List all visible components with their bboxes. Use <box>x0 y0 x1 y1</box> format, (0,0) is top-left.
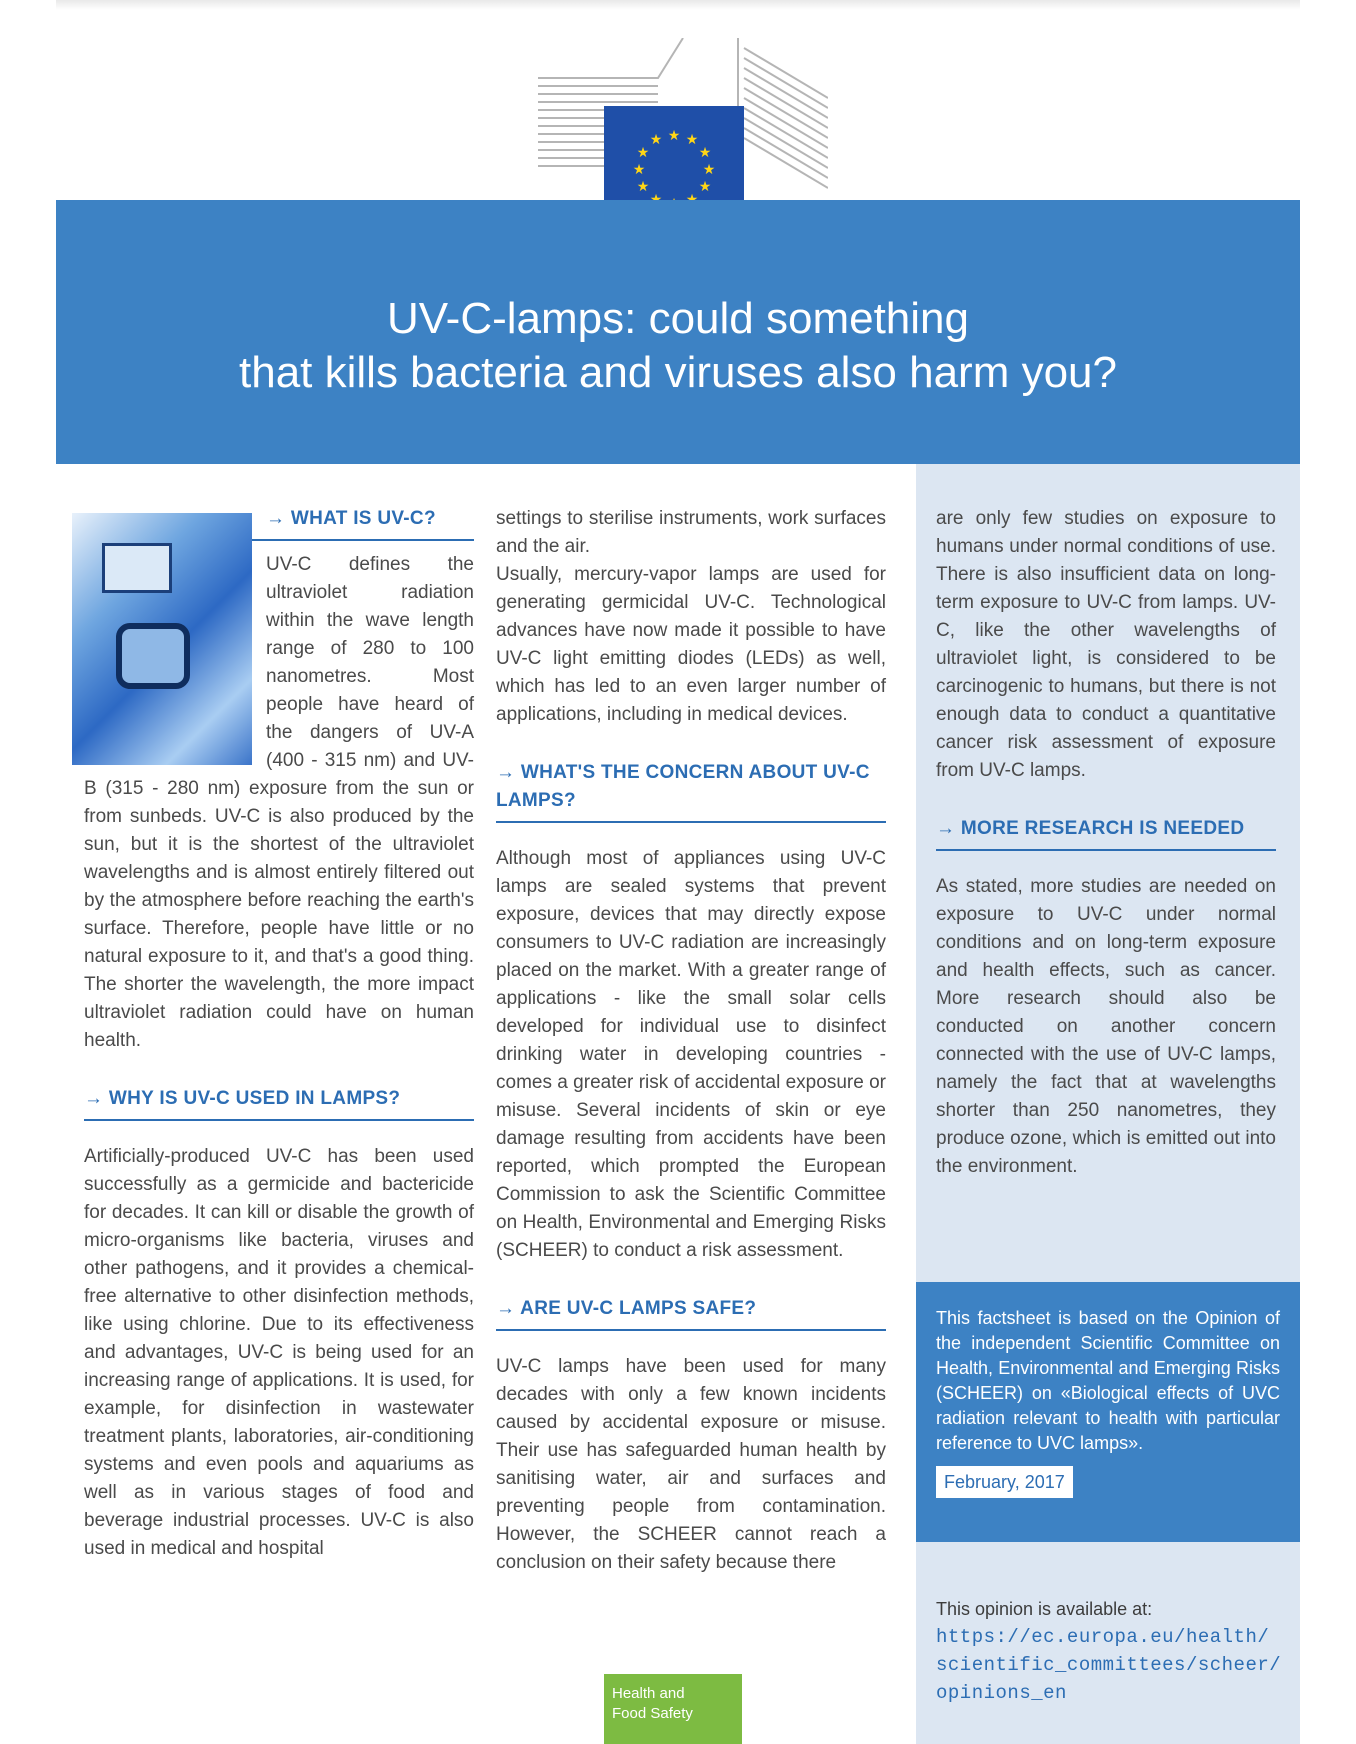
svg-text:★: ★ <box>685 132 699 148</box>
availability-info <box>936 1595 1282 1707</box>
heading-are-lamps-safe: → ARE UV-C LAMPS SAFE? <box>496 1295 886 1331</box>
page-top-shadow <box>56 0 1300 10</box>
lamp-fixture-shape <box>102 543 172 593</box>
svg-text:★: ★ <box>698 179 712 195</box>
heading-concern-about-lamps: → WHAT'S THE CONCERN ABOUT UV-C LAMPS? <box>496 759 886 823</box>
paragraph-are-lamps-safe: UV-C lamps have been used for many decades with only a few known incidents caused by accidental exposure or misuse. Their use has safeguarded human health by sanitising water, air and surfaces and preventing people from contamination. However, the SCHEER cannot reach a conclusion on their safety because there <box>496 1356 886 1573</box>
column-2 <box>496 505 886 1577</box>
opinion-link-line-3[interactable]: opinions_en <box>936 1682 1067 1704</box>
factsheet-page <box>56 0 1300 1744</box>
svg-text:★: ★ <box>636 179 650 195</box>
svg-text:★: ★ <box>702 162 716 178</box>
publication-date: February, 2017 <box>936 1466 1073 1498</box>
title-line-2: that kills bacteria and viruses also harm you? <box>239 348 1117 397</box>
heading-why-uvc-in-lamps: → WHY IS UV-C USED IN LAMPS? <box>84 1085 474 1121</box>
factsheet-source-text: This factsheet is based on the Opinion of the independent Scientific Committee on Health, Environmental and Emerging Risks (SCHEER) on «Biological effects of UVC radiation relevant to health with particular reference to UVC lamps». <box>936 1308 1280 1453</box>
svg-text:★: ★ <box>667 128 681 144</box>
svg-text:★: ★ <box>636 145 650 161</box>
title-line-1: UV-C-lamps: could something <box>386 294 969 343</box>
paragraph-few-studies: are only few studies on exposure to humans under normal conditions of use. There is also insufficient data on long-term exposure to UV-C from lamps. UV-C, like the other wavelengths of ultraviolet light, is considered to be carcinogenic to humans, but there is not enough data to conduct a quantitative cancer risk assessment of exposure from UV-C lamps. <box>936 508 1276 781</box>
heading-more-research: → MORE RESEARCH IS NEEDED <box>936 815 1276 851</box>
heading-what-is-uvc: → WHAT IS UV-C? <box>84 505 474 541</box>
paragraph-more-research: As stated, more studies are needed on exposure to UV-C under normal conditions and on long-term exposure and health effects, such as cancer. More research should also be conducted on another concern connected with the use of UV-C lamps, namely the fact that at wavelengths shorter than 250 nanometres, they produce ozone, which is emitted out into the environment. <box>936 876 1276 1177</box>
paragraph-settings-continued: settings to sterilise instruments, work surfaces and the air. <box>496 508 886 557</box>
svg-text:★: ★ <box>632 162 646 178</box>
svg-text:★: ★ <box>649 132 663 148</box>
porthole-window-shape <box>116 623 190 689</box>
availability-label: This opinion is available at: <box>936 1599 1153 1619</box>
svg-text:★: ★ <box>698 145 712 161</box>
paragraph-mercury-vapor: Usually, mercury-vapor lamps are used for generating germicidal UV-C. Technological advances have now made it possible to have UV-C light emitting diodes (LEDs) as well, which has led to an even larger number of applications, including in medical devices. <box>496 564 886 725</box>
column-1 <box>84 505 474 1563</box>
page-title <box>56 292 1300 400</box>
health-food-safety-badge <box>604 1674 742 1744</box>
column-3 <box>936 505 1276 1181</box>
factsheet-source-box <box>916 1282 1300 1542</box>
opinion-link-line-1[interactable]: https://ec.europa.eu/health/ <box>936 1626 1270 1648</box>
opinion-link-line-2[interactable]: scientific_committees/scheer/ <box>936 1654 1282 1676</box>
uvc-lamp-photo <box>72 513 252 765</box>
badge-line-2: Food Safety <box>612 1705 693 1722</box>
badge-line-1: Health and <box>612 1685 685 1702</box>
paragraph-concern-about-lamps: Although most of appliances using UV-C lamps are sealed systems that prevent exposure, devices that may directly expose consumers to UV-C radiation are increasingly placed on the market. With a greater range of applications - like the small solar cells developed for individual use to disinfect drinking water in developing countries - comes a greater risk of accidental exposure or misuse. Several incidents of skin or eye damage resulting from accidents have been reported, which prompted the European Commission to ask the Scientific Committee on Health, Environmental and Emerging Risks (SCHEER) to conduct a risk assessment. <box>496 848 886 1261</box>
paragraph-what-is-uvc: UV-C defines the ultraviolet radiation within the wave length range of 280 to 100 nanometres. Most people have heard of the dangers of UV-A (400 - 315 nm) and UV-B (315 - 280 nm) exposure from the sun or from sunbeds. UV-C is also produced by the sun, but it is the shortest of the ultraviolet wavelengths and is almost entirely filtered out by the atmosphere before reaching the earth's surface. Therefore, people have little or no natural exposure to it, and that's a good thing. The shorter the wavelength, the more impact ultraviolet radiation could have on human health. <box>84 554 474 1051</box>
paragraph-why-uvc-in-lamps: Artificially-produced UV-C has been used successfully as a germicide and bactericide for decades. It can kill or disable the growth of micro-organisms like bacteria, viruses and other pathogens, and it provides a chemical-free alternative to other disinfection methods, like using chlorine. Due to its effectiveness and advantages, UV-C is being used for an increasing range of applications. It is used, for example, for disinfection in wastewater treatment plants, laboratories, air-conditioning systems and even pools and aquariums as well as in various stages of food and beverage industrial processes. UV-C is also used in medical and hospital <box>84 1146 474 1559</box>
